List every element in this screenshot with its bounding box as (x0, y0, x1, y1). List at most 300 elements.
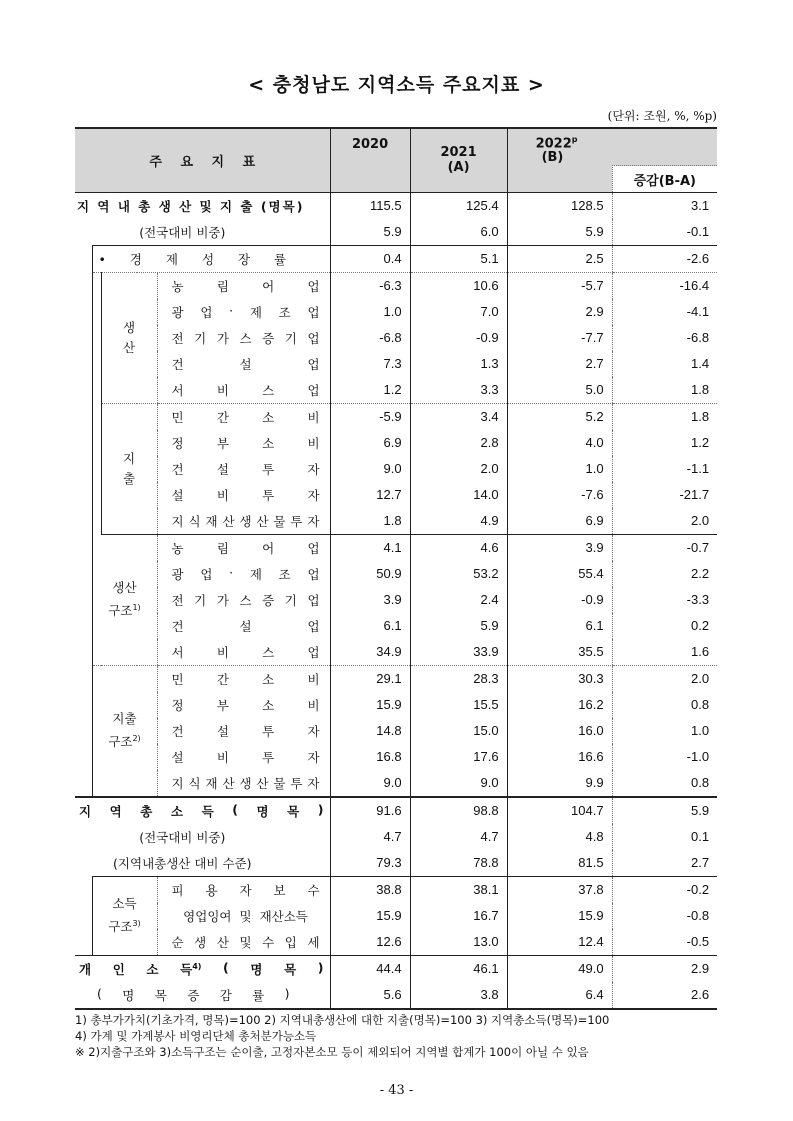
prod_struct-item-label-text (158, 643, 330, 661)
value-cell: 2.5 (507, 245, 612, 272)
label-char: 비 (307, 435, 320, 451)
gri-level-text: (지역내총생산 대비 수준) (113, 855, 252, 871)
value-cell: 46.1 (410, 955, 507, 982)
label-char: ) (317, 959, 324, 975)
value-cell: 7.0 (410, 299, 507, 325)
inc-struct-group-label (92, 876, 157, 955)
label-char: 생 (239, 775, 252, 791)
label-char: 산 (256, 775, 269, 791)
prod-item-label (157, 272, 330, 299)
value-cell: 38.1 (410, 876, 507, 903)
exp_struct-item-label-text (158, 696, 330, 714)
value-cell: 12.7 (330, 482, 410, 508)
prod-item-label (157, 377, 330, 404)
header-2022 (507, 128, 717, 166)
label-char: 림 (216, 540, 229, 556)
row-exp_struct (75, 770, 717, 797)
value-cell: 3.8 (410, 982, 507, 1009)
row-prod_struct (75, 613, 717, 639)
label-char: 업 (307, 356, 320, 372)
label-char: 업 (307, 592, 320, 608)
prod_struct-group-label (92, 534, 157, 665)
header-2020 (330, 128, 410, 192)
value-cell: 0.8 (612, 770, 717, 797)
value-cell: 2.4 (410, 587, 507, 613)
footnote-1: 1) 총부가가치(기초가격, 명목)=100 2) 지역내총생산에 대한 지출(명목)=100 3) 지역총소득(명목)=100 (75, 1013, 610, 1027)
label-char: 지 (171, 513, 184, 529)
exp-item-label-text (158, 434, 330, 452)
value-cell: 16.0 (507, 718, 612, 744)
header-indicator (75, 128, 330, 192)
value-cell: 15.0 (410, 718, 507, 744)
label-char: · (229, 302, 234, 318)
inc-struct-group-text: 소득 구조 (108, 896, 137, 935)
label-char: 민 (171, 409, 184, 425)
label-char: 업 (307, 278, 320, 294)
value-cell: 16.7 (410, 903, 507, 929)
label-char: 서 (171, 644, 184, 660)
label-char: 설 (239, 618, 252, 634)
header-change-label: 증감(B-A) (633, 173, 696, 189)
page-number: - 43 - (379, 1083, 414, 1098)
label-char: 업 (307, 304, 320, 320)
label-char: 재 (205, 513, 218, 529)
label-char: 농 (171, 540, 184, 556)
value-cell: 6.9 (507, 508, 612, 535)
label-char: ) (317, 801, 324, 817)
prod-item-label-text (158, 303, 330, 321)
prod-item-label-text (158, 355, 330, 373)
label-char: ) (284, 985, 290, 1001)
gri-label (75, 797, 330, 824)
value-cell: 6.9 (330, 430, 410, 456)
value-cell: 5.0 (507, 377, 612, 404)
header-2022-sub: (B) (541, 150, 564, 166)
growth-label-text: 경 제 성 장 률 (129, 251, 297, 267)
value-cell: 2.9 (612, 955, 717, 982)
label-char: 업 (307, 330, 320, 346)
value-cell: 9.0 (330, 770, 410, 797)
gri-share-text: (전국대비 비중) (139, 829, 226, 845)
label-char: 설 (239, 356, 252, 372)
value-cell: -7.7 (507, 325, 612, 351)
label-char: 서 (171, 382, 184, 398)
value-cell: -0.2 (612, 876, 717, 903)
exp-item-label (157, 430, 330, 456)
value-cell: 0.4 (330, 245, 410, 272)
bullet: • (98, 251, 116, 267)
value-cell: 44.4 (330, 955, 410, 982)
value-cell: 2.7 (612, 850, 717, 877)
value-cell: 2.7 (507, 351, 612, 377)
exp_struct-group-label (92, 665, 157, 797)
header-2021-sub: (A) (447, 160, 470, 176)
label-char: 소 (262, 435, 275, 451)
label-char: 스 (239, 330, 252, 346)
label-char: 자 (307, 723, 320, 739)
value-cell: 5.9 (612, 797, 717, 824)
indicator-table (75, 127, 717, 1010)
gri-share-label (75, 824, 330, 850)
header-2022-label: 2022 (535, 136, 572, 152)
row-gri-share (75, 824, 717, 850)
prod-item-label-text (158, 329, 330, 347)
value-cell: 13.0 (410, 929, 507, 956)
personal-rate-label-text (75, 986, 330, 1004)
label-char: 물 (273, 775, 286, 791)
value-cell: 7.3 (330, 351, 410, 377)
value-cell: 50.9 (330, 561, 410, 587)
value-cell: 1.0 (507, 456, 612, 482)
value-cell: -0.8 (612, 903, 717, 929)
label-char: 제 (249, 304, 262, 320)
value-cell: -0.5 (612, 929, 717, 956)
value-cell: 4.9 (410, 508, 507, 535)
grdp-label-text: 지 역 내 총 생 산 및 지 출 (명목) (77, 198, 305, 214)
unit-label: (단위: 조원, %, %p) (607, 109, 717, 123)
inc-struct-item-label-text (158, 881, 330, 899)
label-char: 자 (239, 882, 252, 898)
label-char: 조 (278, 304, 291, 320)
gri-level-label (75, 850, 330, 877)
indent-cell (92, 403, 101, 534)
label-char: 정 (171, 697, 184, 713)
label-char: 명 (250, 961, 263, 977)
row-exp (75, 430, 717, 456)
value-cell: 15.9 (507, 903, 612, 929)
value-cell: 91.6 (330, 797, 410, 824)
value-cell: 2.9 (507, 299, 612, 325)
value-cell: 5.1 (410, 245, 507, 272)
label-char: 및 (239, 934, 252, 950)
prod-group-label (101, 272, 157, 403)
label-char: 소 (262, 671, 275, 687)
label-char: 어 (262, 278, 275, 294)
value-cell: 4.1 (330, 534, 410, 561)
label-char: 정 (171, 435, 184, 451)
header-2022-sup: p (571, 135, 578, 144)
header-row (75, 128, 717, 166)
value-cell: 37.8 (507, 876, 612, 903)
prod_struct-item-label-text (158, 539, 330, 557)
value-cell: 14.0 (410, 482, 507, 508)
value-cell: 6.4 (507, 982, 612, 1009)
exp-item-label-text (158, 408, 330, 426)
label-char: 업 (200, 566, 213, 582)
value-cell: 4.7 (410, 824, 507, 850)
row-exp (75, 403, 717, 430)
value-cell: -0.1 (612, 219, 717, 246)
label-char: 개 (79, 961, 92, 977)
label-char: 산 (222, 513, 235, 529)
prod_struct-item-label-text (158, 591, 330, 609)
value-cell: -5.7 (507, 272, 612, 299)
exp-item-label (157, 403, 330, 430)
value-cell: 4.7 (330, 824, 410, 850)
value-cell: 1.2 (330, 377, 410, 404)
exp-group-text: 지 출 (122, 450, 136, 486)
exp-item-label (157, 456, 330, 482)
prod-item-label (157, 351, 330, 377)
label-char: 비 (216, 749, 229, 765)
label-char: 용 (205, 882, 218, 898)
row-exp_struct (75, 692, 717, 718)
value-cell: 5.6 (330, 982, 410, 1009)
value-cell: 5.9 (330, 219, 410, 246)
value-cell: -1.1 (612, 456, 717, 482)
label-char: 증 (262, 330, 275, 346)
value-cell: 1.8 (330, 508, 410, 535)
page-title: < 충청남도 지역소득 주요지표 > (248, 74, 545, 96)
value-cell: 3.4 (410, 403, 507, 430)
value-cell: 9.0 (410, 770, 507, 797)
exp_struct-item-label-text (158, 722, 330, 740)
exp_struct-item-label (157, 744, 330, 770)
exp-item-label-text (158, 486, 330, 504)
row-prod (75, 325, 717, 351)
value-cell: -21.7 (612, 482, 717, 508)
header-2022-blank (507, 166, 612, 193)
label-char: 률 (252, 987, 265, 1003)
row-exp_struct (75, 665, 717, 692)
value-cell: -7.6 (507, 482, 612, 508)
indent-cell (75, 403, 92, 534)
row-exp (75, 482, 717, 508)
header-change (612, 166, 717, 193)
value-cell: 35.5 (507, 639, 612, 666)
label-char: 명 (122, 987, 135, 1003)
row-personal (75, 955, 717, 982)
label-char: 투 (262, 723, 275, 739)
footnote-ref: 2) (132, 734, 141, 744)
value-cell: 78.8 (410, 850, 507, 877)
label-char: 수 (262, 934, 275, 950)
prod-item-label (157, 299, 330, 325)
label-char: 감 (219, 987, 232, 1003)
label-char: 비 (216, 487, 229, 503)
label-char: 가 (216, 592, 229, 608)
exp_struct-item-label (157, 665, 330, 692)
value-cell: 0.8 (612, 692, 717, 718)
indent-cell (75, 534, 92, 665)
label-char: 가 (216, 330, 229, 346)
value-cell: 4.8 (507, 824, 612, 850)
label-char: 투 (262, 749, 275, 765)
label-char: 목 (284, 961, 297, 977)
value-cell: 2.0 (410, 456, 507, 482)
exp-item-label (157, 482, 330, 508)
inc-struct-item-label (157, 876, 330, 903)
label-char: ( (232, 801, 238, 817)
header-2020-label: 2020 (351, 137, 389, 152)
value-cell: 3.9 (330, 587, 410, 613)
label-char: 민 (171, 671, 184, 687)
exp_struct-item-label (157, 770, 330, 797)
prod_struct-item-label (157, 534, 330, 561)
value-cell: -3.3 (612, 587, 717, 613)
value-cell: 33.9 (410, 639, 507, 666)
label-char: 기 (194, 592, 207, 608)
value-cell: 4.0 (507, 430, 612, 456)
label-char: 투 (290, 775, 303, 791)
label-char: 총 (140, 803, 153, 819)
label-char: 투 (262, 461, 275, 477)
value-cell: 9.9 (507, 770, 612, 797)
label-char: 입 (284, 934, 297, 950)
prod-group-text: 생 산 (122, 319, 136, 355)
value-cell: 81.5 (507, 850, 612, 877)
label-char: 재 (205, 775, 218, 791)
personal-label (75, 955, 330, 982)
row-prod (75, 377, 717, 404)
value-cell: 15.5 (410, 692, 507, 718)
row-prod (75, 351, 717, 377)
label-char: 보 (273, 882, 286, 898)
exp_struct-group-text: 지출 구조 (108, 711, 137, 750)
value-cell: 34.9 (330, 639, 410, 666)
value-cell: 6.0 (410, 219, 507, 246)
growth-label (92, 245, 330, 272)
label-char: 조 (278, 566, 291, 582)
grdp-share-label (75, 219, 330, 246)
label-char: 간 (216, 409, 229, 425)
prod-item-label-text (158, 381, 330, 399)
value-cell: -6.3 (330, 272, 410, 299)
value-cell: 3.9 (507, 534, 612, 561)
label-char: 비 (307, 409, 320, 425)
label-char: 역 (109, 803, 122, 819)
value-cell: 5.9 (410, 613, 507, 639)
exp_struct-item-label-text (158, 748, 330, 766)
label-char: 소 (262, 697, 275, 713)
value-cell: 16.8 (330, 744, 410, 770)
label-char: 설 (216, 461, 229, 477)
indent-cell (75, 245, 92, 272)
label-char: 지 (171, 775, 184, 791)
label-char: 업 (307, 382, 320, 398)
footnote-ref: 1) (132, 603, 141, 613)
value-cell: 128.5 (507, 192, 612, 219)
value-cell: 1.0 (330, 299, 410, 325)
value-cell: -0.9 (507, 587, 612, 613)
label-char: 순 (171, 934, 184, 950)
label-char: 식 (188, 513, 201, 529)
footnote-2: 4) 가계 및 가계봉사 비영리단체 총처분가능소득 (75, 1029, 317, 1043)
label-char: 부 (216, 697, 229, 713)
footnote-3: ※ 2)지출구조와 3)소득구조는 순이출, 고정자본소모 등이 제외되어 지역별 합계가 100이 아닐 수 있음 (75, 1045, 589, 1059)
label-char: 소 (170, 803, 183, 819)
value-cell: 12.4 (507, 929, 612, 956)
value-cell: 30.3 (507, 665, 612, 692)
label-char: 광 (171, 304, 184, 320)
label-char: 물 (273, 513, 286, 529)
value-cell: 1.8 (612, 403, 717, 430)
value-cell: 2.6 (612, 982, 717, 1009)
value-cell: 3.1 (612, 192, 717, 219)
value-cell: -1.0 (612, 744, 717, 770)
value-cell: 10.6 (410, 272, 507, 299)
label-char: 스 (262, 644, 275, 660)
label-char: 광 (171, 566, 184, 582)
label-char: 산 (256, 513, 269, 529)
label-char: ( (223, 959, 229, 975)
indent-cell (75, 272, 92, 403)
label-char: 설 (171, 487, 184, 503)
value-cell: 115.5 (330, 192, 410, 219)
exp-item-label-text (158, 512, 330, 530)
label-char: 기 (284, 330, 297, 346)
footnotes (75, 1012, 609, 1060)
label-char: 건 (171, 461, 184, 477)
exp_struct-item-label-text (158, 774, 330, 792)
label-char: 농 (171, 278, 184, 294)
grdp-label (75, 192, 330, 219)
inc-struct-item-label-text (158, 907, 330, 925)
value-cell: 104.7 (507, 797, 612, 824)
prod_struct-item-label (157, 613, 330, 639)
label-char: 설 (216, 723, 229, 739)
label-char: 건 (171, 618, 184, 634)
row-prod (75, 272, 717, 299)
footnote-ref: 3) (132, 919, 141, 929)
label-char: 인 (112, 961, 125, 977)
value-cell: -5.9 (330, 403, 410, 430)
label-char: 자 (307, 775, 320, 791)
row-personal-rate (75, 982, 717, 1009)
label-char: 영업잉여 (183, 908, 232, 924)
label-char: 피 (171, 882, 184, 898)
value-cell: 0.1 (612, 824, 717, 850)
label-char: 업 (307, 618, 320, 634)
value-cell: -2.6 (612, 245, 717, 272)
prod_struct-item-label (157, 561, 330, 587)
row-prod_struct (75, 639, 717, 666)
value-cell: 98.8 (410, 797, 507, 824)
value-cell: 15.9 (330, 692, 410, 718)
row-growth (75, 245, 717, 272)
value-cell: 12.6 (330, 929, 410, 956)
value-cell: 0.2 (612, 613, 717, 639)
label-char: 산 (216, 934, 229, 950)
label-char: 산 (222, 775, 235, 791)
prod_struct-item-label (157, 587, 330, 613)
prod-item-label-text (158, 277, 330, 295)
label-char: 자 (307, 749, 320, 765)
header-indicator-label: 주 요 지 표 (149, 154, 256, 170)
exp-item-label-text (158, 460, 330, 478)
inc-struct-item-label (157, 903, 330, 929)
label-char: 투 (290, 513, 303, 529)
value-cell: 16.2 (507, 692, 612, 718)
inc-struct-item-label (157, 929, 330, 956)
label-char: 증 (187, 987, 200, 1003)
value-cell: 125.4 (410, 192, 507, 219)
value-cell: 1.4 (612, 351, 717, 377)
prod_struct-item-label-text (158, 565, 330, 583)
prod_struct-item-label-text (158, 617, 330, 635)
label-char: 업 (307, 540, 320, 556)
row-grdp-share (75, 219, 717, 246)
label-char: 증 (262, 592, 275, 608)
gri-label-text (75, 802, 330, 820)
prod_struct-group-text: 생산 구조 (108, 580, 137, 619)
label-char: 비 (216, 644, 229, 660)
label-char: 자 (307, 487, 320, 503)
label-char: 생 (194, 934, 207, 950)
row-prod_struct (75, 534, 717, 561)
label-char: 비 (216, 382, 229, 398)
row-exp_struct (75, 718, 717, 744)
